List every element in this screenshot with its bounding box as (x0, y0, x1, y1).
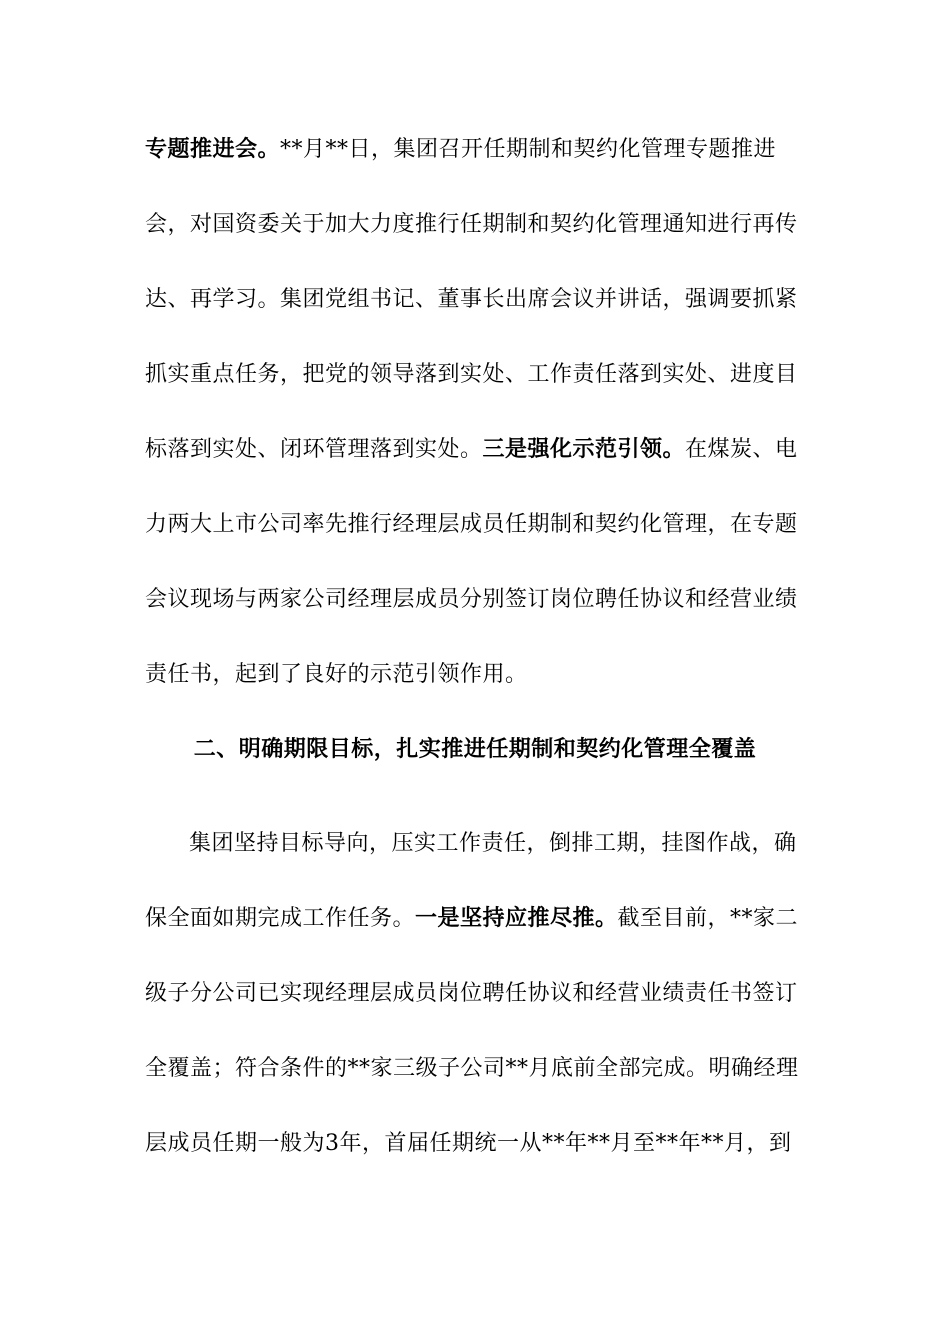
paragraph-2-mid-bold: 一是坚持应推尽推。 (415, 905, 618, 931)
paragraph-1-mid-bold: 三是强化示范引领。 (482, 436, 686, 462)
paragraph-1-text-a: **月**日，集团召开任期制和契约化管理专题推进会，对国资委关于加大力度推行任期制和契约化管理通知进行再传达、再学习。集团党组书记、董事长出席会议并讲话，强调要抓紧抓实重点任务，把党的领导落到实处、工作责任落到实处、进度目标落到实处、闭环管理落到实处。 (145, 137, 798, 462)
paragraph-2-text (145, 806, 805, 1181)
section-heading: 二、明确期限目标，扎实推进任期制和契约化管理全覆盖 (193, 736, 757, 762)
paragraph-2-text-a: 集团坚持目标导向，压实工作责任，倒排工期，挂图作战，确保全面如期完成工作任务。 (145, 831, 797, 931)
paragraph-1 (145, 112, 805, 712)
paragraph-1-text-b: 在煤炭、电力两大上市公司率先推行经理层成员任期制和契约化管理，在专题会议现场与两家公司经理层成员分别签订岗位聘任协议和经营业绩责任书，起到了良好的示范引领作用。 (145, 437, 798, 687)
paragraph-2-text-b: 截至目前，**家二级子分公司已实现经理层成员岗位聘任协议和经营业绩责任书签订全覆盖；符合条件的**家三级子公司**月底前全部完成。明确经理层成员任期一般为3年，首届任期统一从**年**月至**年**月，到 (145, 906, 799, 1156)
paragraph-1-text (145, 112, 805, 712)
paragraph-1-lead-bold: 专题推进会。 (145, 136, 281, 162)
paragraph-2 (145, 806, 805, 1181)
